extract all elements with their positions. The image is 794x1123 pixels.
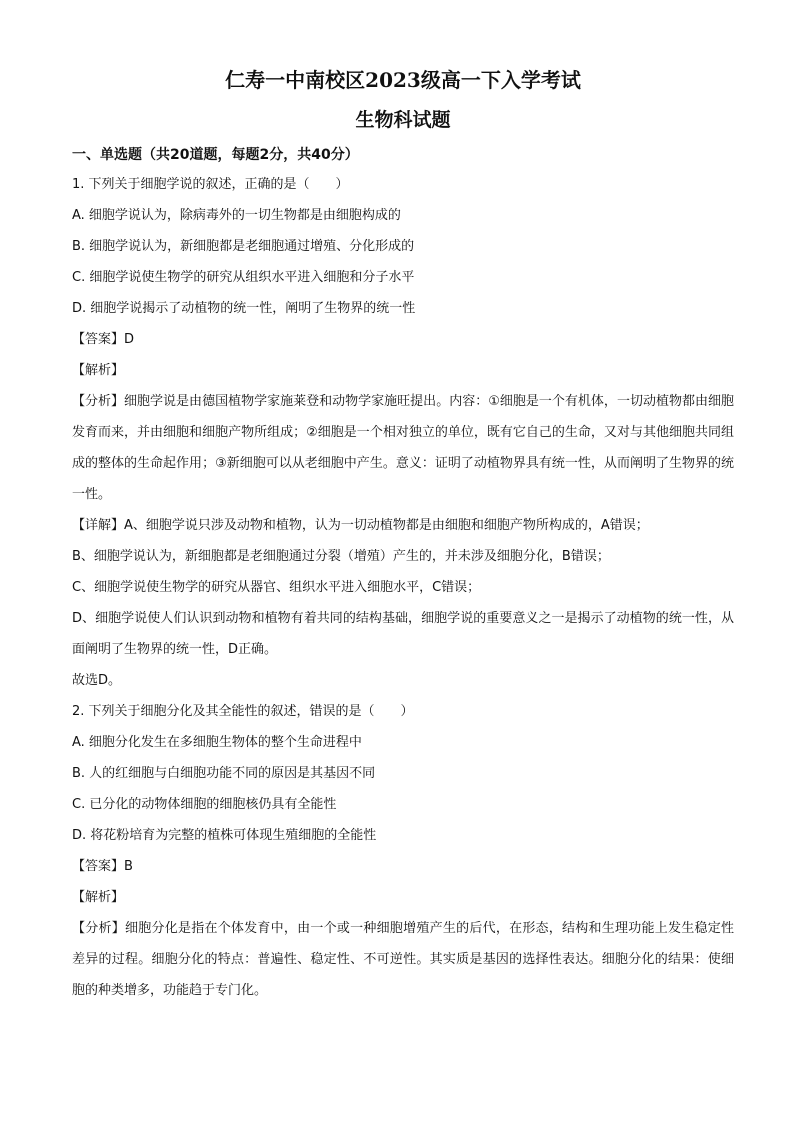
option-b: B. 人的红细胞与白细胞功能不同的原因是其基因不同: [72, 766, 376, 781]
question-stem: 1. 下列关于细胞学说的叙述，正确的是（ ）: [72, 177, 349, 192]
detail-line: 【详解】A、细胞学说只涉及动物和植物，认为一切动植物都是由细胞和细胞产物所构成的，A错误；: [72, 518, 649, 533]
analysis-paragraph: 【分析】细胞学说是由德国植物学家施莱登和动物学家施旺提出。内容：①细胞是一个有机体，一切动植物都由细胞发育而来，并由细胞和细胞产物所组成；②细胞是一个相对独立的单位，既有它自己的生命，又对与其他细胞共同组成的整体的生命起作用；③新细胞可以从老细胞中产生。意义：证明了动植物界具有统一性，从而阐明了生物界的统一性。: [72, 394, 734, 502]
answer-label: 【答案】B: [72, 859, 133, 874]
option-a: A. 细胞分化发生在多细胞生物体的整个生命进程中: [72, 735, 362, 750]
option-d: D. 细胞学说揭示了动植物的统一性，阐明了生物界的统一性: [72, 301, 416, 316]
exam-subtitle: 生物科试题: [355, 109, 451, 131]
option-c: C. 细胞学说使生物学的研究从组织水平进入细胞和分子水平: [72, 270, 415, 285]
conclusion-line: 故选D。: [72, 673, 122, 688]
section-heading: 一、单选题（共20道题，每题2分，共40分）: [72, 147, 359, 163]
exam-title: 仁寿一中南校区2023级高一下入学考试: [225, 68, 581, 92]
question-stem: 2. 下列关于细胞分化及其全能性的叙述，错误的是（ ）: [72, 704, 414, 719]
option-b: B. 细胞学说认为，新细胞都是老细胞通过增殖、分化形成的: [72, 239, 415, 254]
analysis-label: 【解析】: [72, 363, 125, 378]
detail-line: D、细胞学说使人们认识到动物和植物有着共同的结构基础，细胞学说的重要意义之一是揭示了动植物的统一性，从面阐明了生物界的统一性，D正确。: [72, 611, 734, 657]
question-2: [72, 696, 734, 1006]
analysis-label: 【解析】: [72, 890, 125, 905]
analysis-paragraph: 【分析】细胞分化是指在个体发育中，由一个或一种细胞增殖产生的后代，在形态，结构和生理功能上发生稳定性差异的过程。细胞分化的特点：普遍性、稳定性、不可逆性。其实质是基因的选择性表达。细胞分化的结果：使细胞的种类增多，功能趋于专门化。: [72, 921, 734, 998]
option-d: D. 将花粉培育为完整的植株可体现生殖细胞的全能性: [72, 828, 377, 843]
option-a: A. 细胞学说认为，除病毒外的一切生物都是由细胞构成的: [72, 208, 401, 223]
detail-line: C、细胞学说使生物学的研究从器官、组织水平进入细胞水平，C错误；: [72, 580, 481, 595]
question-1: [72, 169, 734, 696]
detail-line: B、细胞学说认为，新细胞都是老细胞通过分裂（增殖）产生的，并未涉及细胞分化，B错误；: [72, 549, 610, 564]
answer-label: 【答案】D: [72, 332, 135, 347]
option-c: C. 已分化的动物体细胞的细胞核仍具有全能性: [72, 797, 337, 812]
